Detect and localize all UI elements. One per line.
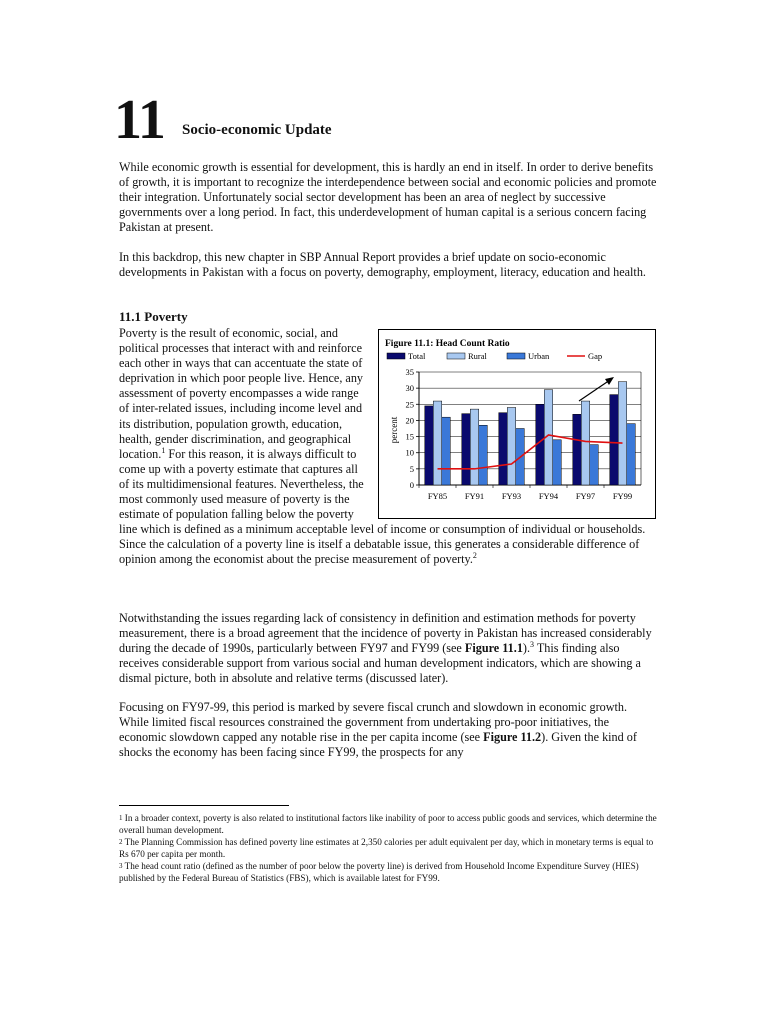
y-tick-label: 20 [405, 415, 414, 426]
y-tick-label: 10 [405, 447, 414, 458]
bar-urban-fy94 [553, 440, 562, 485]
section-heading-poverty: 11.1 Poverty [119, 309, 188, 324]
poverty-p1-text-b: For this reason, it is always difficult to come up with a poverty estimate that captures all of its multidimensional features. Nevertheless, the most commonly used measure of poverty is the estimate of population falling below the poverty line which is defined as a minimum acceptable level of income or consumption of individual or households. Since the calculation of a poverty line is itself a debatable issue, this generates a considerable difference of opinion among the economist about the precise measurement of poverty. [119, 446, 646, 567]
footnote-2-text: The Planning Commission has defined poverty line estimates at 2,350 calories per adult equivalent per day, which in monetary terms is equal to Rs 670 per capita per month. [119, 837, 654, 859]
bar-rural-fy91 [470, 409, 479, 485]
legend-label-rural: Rural [468, 351, 487, 361]
bar-total-fy85 [425, 406, 434, 485]
legend-label-gap: Gap [588, 351, 603, 361]
footnote-2 [119, 836, 659, 860]
bar-urban-fy99 [627, 424, 636, 485]
poverty-p2-text-c: This finding also receives considerable support from various social and human development indicators, which are showing a dismal picture, both in absolute and relative terms (discussed later). [119, 641, 641, 686]
chart-legend [387, 351, 602, 361]
poverty-p2-text-b: ). [522, 641, 531, 656]
legend-swatch-urban [507, 353, 525, 359]
bar-rural-fy99 [618, 382, 627, 485]
footnote-3-number: 3 [119, 862, 123, 870]
intro-paragraph-1: While economic growth is essential for development, this is hardly an end in itself. In order to derive benefits of growth, it is important to recognize the interdependence between social and economic policies and promote their integration. Unfortunately social sector development has been an area of neglect by successive governments over a long period. In fact, this underdevelopment of human capital is a serious concern facing Pakistan at present. [119, 160, 657, 235]
bar-rural-fy97 [581, 401, 590, 485]
x-tick-label: FY94 [538, 491, 559, 501]
footnote-3-text: The head count ratio (defined as the number of poor below the poverty line) is derived from Household Income Expenditure Survey (HIES) published by the Federal Bureau of Statistics (FBS), which is available latest for FY99. [119, 861, 639, 883]
y-tick-label: 0 [409, 480, 414, 490]
trend-arrow-head [605, 377, 614, 385]
footnote-1-number: 1 [119, 814, 123, 822]
x-tick-label: FY85 [427, 491, 448, 501]
poverty-p1-text-a: Poverty is the result of economic, social, and political processes that interact with and reinforce each other in ways that can accentuate the state of deprivation in which poor people live. Hence, any assessment of poverty encompasses a wide range of inter-related issues, including income level and its distribution, population growth, education, health, gender discrimination, and geographical location. [119, 326, 364, 461]
footnote-divider [119, 805, 289, 806]
bar-rural-fy93 [507, 408, 516, 485]
x-tick-label: FY97 [575, 491, 596, 501]
footnote-ref-3[interactable]: 3 [530, 640, 535, 650]
bar-total-fy99 [610, 395, 619, 485]
figure-ref-11-1[interactable]: Figure 11.1 [464, 641, 523, 656]
bar-urban-fy85 [442, 417, 451, 485]
poverty-paragraph-3 [119, 700, 657, 760]
footnote-3 [119, 860, 659, 884]
intro-paragraph-2: In this backdrop, this new chapter in SBP Annual Report provides a brief update on socio-economic developments in Pakistan with a focus on poverty, demography, employment, literacy, education and health. [119, 250, 646, 280]
y-tick-label: 35 [405, 367, 414, 377]
bar-total-fy91 [462, 414, 471, 485]
footnote-ref-1[interactable]: 1 [161, 445, 166, 455]
poverty-p3-text-b: ). Given the kind of shocks the economy has been facing since FY99, the prospects for any [119, 730, 637, 760]
bar-rural-fy85 [433, 401, 442, 485]
bar-urban-fy97 [590, 445, 599, 485]
y-tick-label: 30 [405, 383, 414, 394]
y-tick-label: 5 [409, 463, 414, 474]
y-axis-label: percent [389, 416, 399, 444]
legend-swatch-total [387, 353, 405, 359]
footnote-ref-2[interactable]: 2 [472, 551, 477, 561]
footnotes [119, 812, 659, 884]
x-tick-label: FY91 [464, 491, 485, 501]
legend-label-total: Total [408, 351, 426, 361]
x-tick-labels [428, 491, 632, 501]
trend-arrow [579, 377, 614, 401]
legend-label-urban: Urban [528, 351, 550, 361]
bar-total-fy93 [499, 413, 508, 485]
legend-swatch-rural [447, 353, 465, 359]
trend-arrow-line [579, 380, 610, 401]
bar-total-fy97 [573, 414, 582, 485]
y-tick-label: 25 [405, 399, 414, 410]
figure-ref-11-2[interactable]: Figure 11.2 [483, 730, 542, 745]
poverty-p3-text-a: Focusing on FY97-99, this period is marked by severe fiscal crunch and slowdown in economic growth. While limited fiscal resources constrained the government from undertaking pro-poor initiatives, the economic slowdown capped any notable rise in the per capita income (see [119, 700, 628, 745]
x-tick-label: FY93 [501, 491, 522, 501]
head-count-ratio-chart [379, 330, 655, 518]
y-tick-label: 15 [405, 431, 414, 442]
x-tick-label: FY99 [612, 491, 633, 501]
footnote-1 [119, 812, 659, 836]
chart-title: Figure 11.1: Head Count Ratio [385, 339, 510, 349]
poverty-p2-text-a: Notwithstanding the issues regarding lack of consistency in definition and estimation methods for poverty measurement, there is a broad agreement that the incidence of poverty in Pakistan has increased considerably during the decade of 1990s, particularly between FY97 and FY99 (see [119, 611, 652, 656]
figure-11-1 [378, 329, 656, 519]
chapter-title: Socio-economic Update [182, 122, 332, 138]
footnote-2-number: 2 [119, 838, 123, 846]
poverty-paragraph-2 [119, 611, 657, 686]
chapter-number: 11 [114, 89, 165, 151]
footnote-1-text: In a broader context, poverty is also related to institutional factors like inability of poor to access public goods and services, which determine the overall human development. [119, 813, 657, 835]
bar-urban-fy91 [479, 425, 488, 485]
